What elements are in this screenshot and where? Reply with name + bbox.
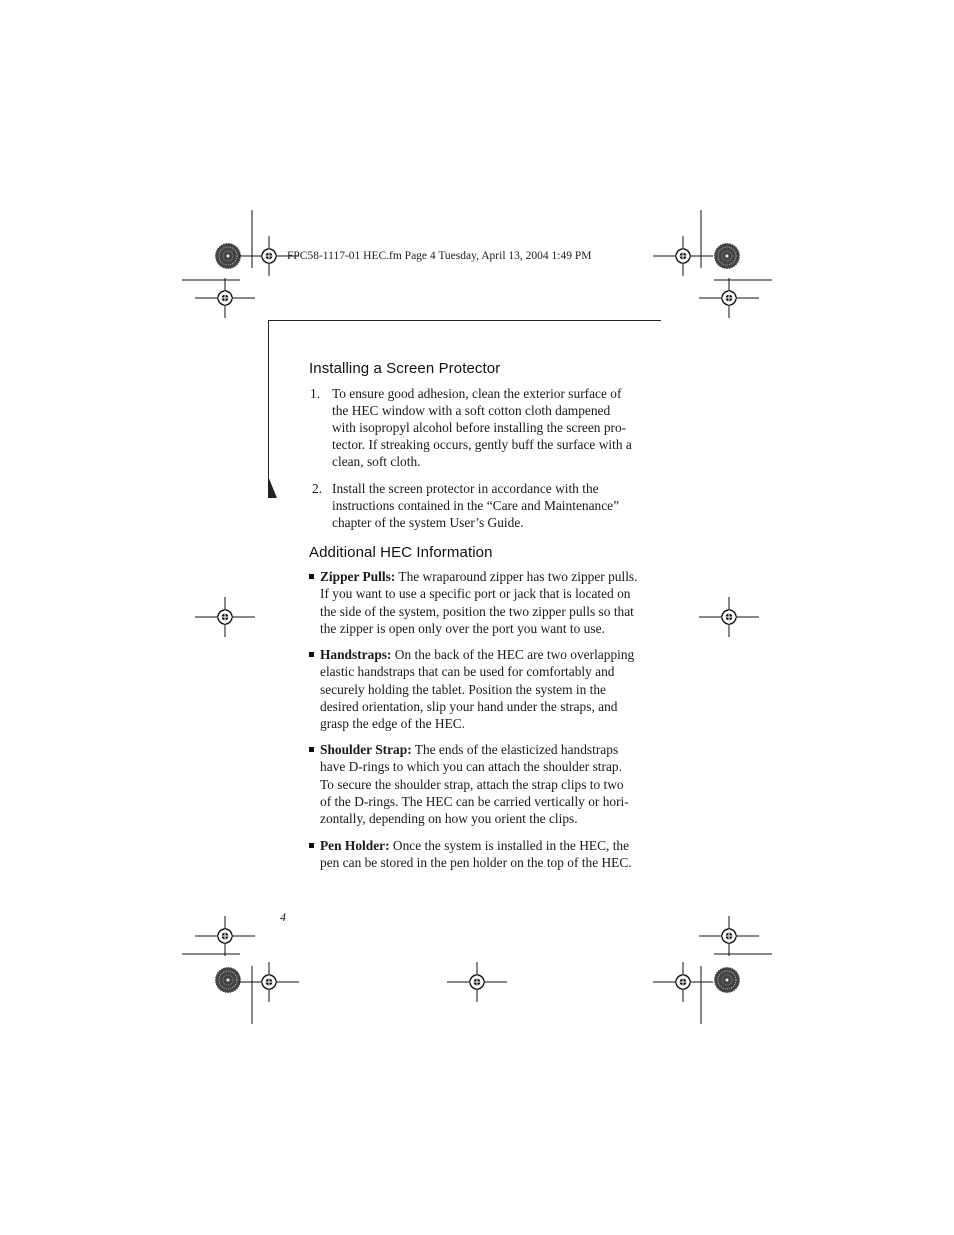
text-line: securely holding the tablet. Position the system in the [320,681,606,697]
text-line: with isopropyl alcohol before installing the screen pro- [332,420,627,436]
text-line: tector. If streaking occurs, gently buff the surface with a [332,437,632,453]
text-line: instructions contained in the “Care and Maintenance” [332,498,620,514]
text-line: the zipper is open only over the port you want to use. [320,620,605,636]
list-item [310,385,650,475]
list-text [332,480,648,531]
bullet-first-line: Once the system is installed in the HEC, the [389,838,630,853]
bullet-term: Pen Holder: [320,838,390,853]
text-line: desired orientation, slip your hand under the straps, and [320,698,618,714]
text-line [320,741,650,758]
section-heading-additional: Additional HEC Information [309,544,493,561]
text-line: the side of the system, position the two zipper pulls so that [320,603,634,619]
top-rule [268,320,661,321]
corner-tab [268,476,277,498]
list-number: 2. [312,481,323,496]
text-line: have D-rings to which you can attach the shoulder strap. [320,759,622,775]
bullet-square-icon [309,574,314,579]
text-line: zontally, depending on how you orient the clips. [320,811,578,827]
bullet-term: Handstraps: [320,647,392,662]
bullet-first-line: On the back of the HEC are two overlapping [391,647,635,662]
bullet-square-icon [309,843,314,848]
list-item [312,480,652,540]
text-line: To ensure good adhesion, clean the exterior surface of [332,386,622,401]
bullet-text [320,837,650,872]
bullet-square-icon [309,652,314,657]
list-text [332,385,648,470]
text-line: To secure the shoulder strap, attach the strap clips to two [320,776,624,792]
bullet-first-line: The ends of the elasticized handstraps [411,742,619,757]
bullet-text [320,568,650,637]
text-line: elastic handstraps that can be used for comfortably and [320,664,615,680]
text-line: the HEC window with a soft cotton cloth dampened [332,403,611,419]
bullet-term: Shoulder Strap: [320,742,412,757]
text-line: grasp the edge of the HEC. [320,716,466,732]
left-rule [268,320,269,498]
page-number: 4 [280,910,286,924]
text-line: Install the screen protector in accordance with the [332,481,599,496]
list-number: 1. [310,386,321,401]
text-line: If you want to use a specific port or jack that is located on [320,586,631,602]
text-line: clean, soft cloth. [332,454,421,470]
bullet-text [320,646,650,732]
text-line: pen can be stored in the pen holder on the top of the HEC. [320,855,632,871]
bullet-text [320,741,650,827]
section-heading-install: Installing a Screen Protector [309,360,501,377]
text-line: of the D-rings. The HEC can be carried vertically or hori- [320,793,629,809]
bullet-first-line: The wraparound zipper has two zipper pulls. [395,569,638,584]
text-line: chapter of the system User’s Guide. [332,515,524,531]
file-info-header: FPC58-1117-01 HEC.fm Page 4 Tuesday, April 13, 2004 1:49 PM [287,250,592,262]
text-line [320,568,650,585]
bullet-square-icon [309,747,314,752]
text-line [320,837,650,854]
bullet-term: Zipper Pulls: [320,569,396,584]
text-line [320,646,650,663]
